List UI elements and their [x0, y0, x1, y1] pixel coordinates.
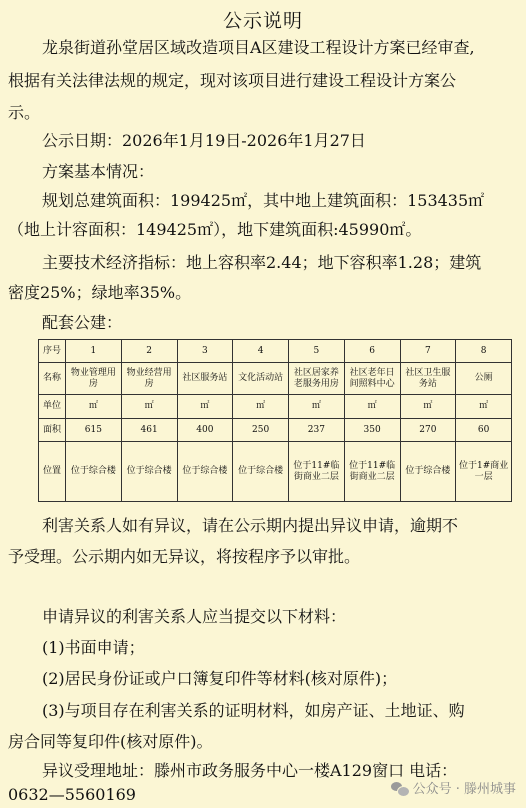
row-header-name: 名称 [39, 363, 66, 395]
area-line-1: 规划总建筑面积：199425㎡，其中地上建筑面积：153435㎡ [42, 191, 485, 210]
table-cell: 7 [400, 340, 456, 363]
table-cell: 8 [456, 340, 512, 363]
basic-heading: 方案基本情况： [42, 162, 155, 181]
table-cell: 6 [344, 340, 400, 363]
table-cell: 位于综合楼 [177, 442, 233, 502]
table-cell: 位于综合楼 [121, 442, 177, 502]
table-cell: 4 [233, 340, 289, 363]
intro-line-1: 龙泉街道孙堂居区域改造项目A区建设工程设计方案已经审查, [42, 38, 475, 57]
indicator-line-1: 主要技术经济指标：地上容积率2.44；地下容积率1.28；建筑 [42, 253, 482, 272]
facilities-table [38, 339, 512, 502]
facilities-heading: 配套公建： [42, 313, 123, 332]
table-cell: 位于综合楼 [400, 442, 456, 502]
table-cell: ㎡ [289, 395, 345, 419]
table-cell: 物业管理用房 [66, 363, 122, 395]
table-row-unit [39, 395, 512, 419]
area-line-2: （地上计容面积：149425㎡），地下建筑面积:45990㎡。 [8, 220, 422, 239]
table-cell: ㎡ [121, 395, 177, 419]
table-cell: 社区服务站 [177, 363, 233, 395]
table-cell: 5 [289, 340, 345, 363]
intro-line-2: 根据有关法律法规的规定，现对该项目进行建设工程设计方案公 [8, 71, 457, 90]
table-cell: ㎡ [456, 395, 512, 419]
phone-number: 0632—5560169 [8, 785, 136, 804]
page-title: 公示说明 [222, 10, 303, 32]
table-cell: ㎡ [233, 395, 289, 419]
row-header-unit: 单位 [39, 395, 66, 419]
table-cell: 社区居家养老服务用房 [289, 363, 345, 395]
table-cell: 237 [289, 419, 345, 442]
table-cell: 2 [121, 340, 177, 363]
indicator-line-2: 密度25%；绿地率35%。 [8, 283, 192, 302]
table-cell: 3 [177, 340, 233, 363]
table-row-seq [39, 340, 512, 363]
table-row-location [39, 442, 512, 502]
row-header-seq: 序号 [39, 340, 66, 363]
address-line: 异议受理地址：滕州市政务服务中心一楼A129窗口 电话： [42, 761, 458, 780]
intro-line-3: 示。 [8, 103, 41, 122]
row-header-area: 面积 [39, 419, 66, 442]
table-cell: 1 [66, 340, 122, 363]
table-cell: ㎡ [400, 395, 456, 419]
table-cell: 位于综合楼 [66, 442, 122, 502]
wechat-icon [391, 781, 409, 795]
table-cell: 461 [121, 419, 177, 442]
table-cell: 350 [344, 419, 400, 442]
objection-line-1: 利害关系人如有异议，请在公示期内提出异议申请，逾期不 [42, 516, 459, 535]
table-cell: 位于11#临街商业二层 [289, 442, 345, 502]
table-row-name [39, 363, 512, 395]
date-line: 公示日期：2026年1月19日-2026年1月27日 [42, 131, 366, 150]
materials-item-3a: (3)与项目存在利害关系的证明材料，如房产证、土地证、购 [42, 701, 465, 720]
watermark-text: 公众号 · 滕州城事 [412, 782, 516, 797]
table-cell: 物业经营用房 [121, 363, 177, 395]
table-cell: 60 [456, 419, 512, 442]
materials-item-3b: 房合同等复印件(核对原件)。 [8, 732, 213, 751]
table-cell: 公厕 [456, 363, 512, 395]
table-cell: 社区卫生服务站 [400, 363, 456, 395]
table-cell: 615 [66, 419, 122, 442]
objection-line-2: 予受理。公示期内如无异议，将按程序予以审批。 [8, 547, 361, 566]
watermark [391, 778, 516, 797]
table-cell: 社区老年日间照料中心 [344, 363, 400, 395]
materials-item-2: (2)居民身份证或户口簿复印件等材料(核对原件)； [42, 669, 398, 688]
table-cell: ㎡ [66, 395, 122, 419]
table-cell: 270 [400, 419, 456, 442]
table-cell: 文化活动站 [233, 363, 289, 395]
row-header-location: 位置 [39, 442, 66, 502]
table-cell: 位于11#临街商业二层 [344, 442, 400, 502]
table-cell: ㎡ [177, 395, 233, 419]
table-cell: ㎡ [344, 395, 400, 419]
table-cell: 位于综合楼 [233, 442, 289, 502]
table-cell: 位于1#商业一层 [456, 442, 512, 502]
table-cell: 400 [177, 419, 233, 442]
materials-item-1: (1)书面申请； [42, 638, 145, 657]
table-row-area [39, 419, 512, 442]
materials-heading: 申请异议的利害关系人应当提交以下材料： [42, 607, 347, 626]
table-cell: 250 [233, 419, 289, 442]
